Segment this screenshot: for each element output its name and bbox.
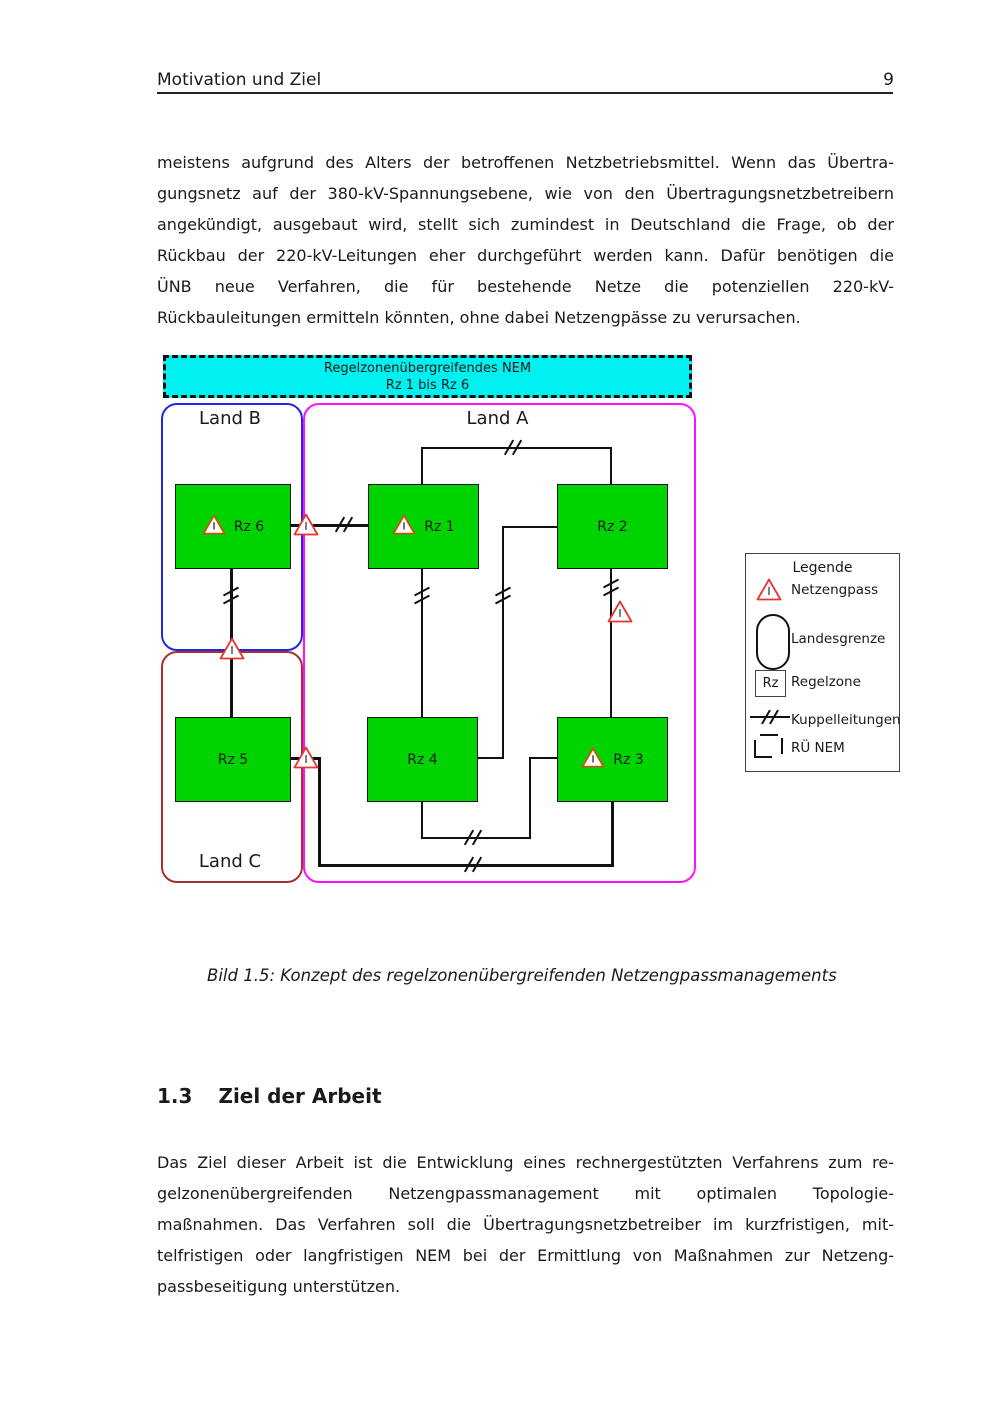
- kuppelleitung-icon: [411, 586, 433, 606]
- connection-line-rz1-top: [421, 448, 423, 485]
- nem-banner: [163, 355, 692, 398]
- connection-line-rz3-left: [529, 757, 558, 759]
- kuppelleitung-icon: [462, 855, 484, 875]
- land-a-label: Land A: [466, 408, 529, 429]
- kuppelleitungen-icon: [750, 707, 790, 727]
- zone-label: Rz 3: [613, 751, 644, 768]
- text-line: Das Ziel dieser Arbeit ist die Entwicklung eines rechnergestützten Verfahrens zum re-: [157, 1153, 894, 1172]
- zone-label: Rz 5: [217, 751, 249, 768]
- connection-line-rz2-rz4: [502, 526, 504, 759]
- kuppelleitung-icon: [600, 578, 622, 598]
- zone-label: Rz 6: [233, 518, 265, 535]
- nem-banner-line-1: Regelzonenübergreifendes NEM: [323, 360, 532, 376]
- paragraph-2: [157, 1147, 894, 1302]
- section-number: 1.3: [157, 1084, 193, 1108]
- section-title: Ziel der Arbeit: [218, 1084, 382, 1108]
- regelzone-icon-text: Rz: [762, 676, 779, 691]
- paragraph-1: [157, 147, 894, 333]
- legend-title: Legende: [792, 560, 853, 576]
- land-c-label: Land C: [198, 851, 262, 872]
- land-b-label: Land B: [199, 408, 261, 429]
- legend: [745, 553, 900, 772]
- connection-line-rz2-left: [502, 526, 558, 528]
- section-heading: [157, 1084, 382, 1108]
- zone-box-rz4: [367, 717, 478, 802]
- netzengpass-triangle-icon: [202, 514, 226, 539]
- text-line: gungsnetz auf der 380-kV-Spannungsebene, wie von den Übertragungsnetzbetreibern: [157, 184, 894, 203]
- connection-line-rz3-left-up: [529, 757, 531, 839]
- netzengpass-triangle-icon: [581, 747, 605, 772]
- regelzone-icon: [755, 670, 786, 697]
- zone-box-rz3: [557, 717, 668, 802]
- netzengpass-triangle-icon: [392, 514, 416, 539]
- netzengpass-triangle-icon: [607, 600, 633, 623]
- zone-box-rz2: [557, 484, 668, 569]
- header-rule: [157, 92, 893, 94]
- text-line: ÜNB neue Verfahren, die für bestehende Netze die potenziellen 220-kV-: [157, 277, 894, 296]
- legend-item-label: Regelzone: [791, 674, 861, 690]
- legend-item-label: Kuppelleitungen: [791, 712, 901, 728]
- kuppelleitung-icon: [333, 515, 355, 535]
- figure-caption: Bild 1.5: Konzept des regelzonenübergreifenden Netzengpassmanagements: [207, 966, 837, 985]
- kuppelleitung-icon: [492, 586, 514, 606]
- legend-item-label: RÜ NEM: [791, 740, 845, 756]
- text-line: gelzonenübergreifenden Netzengpassmanagement mit optimalen Topologie-: [157, 1184, 894, 1203]
- header-title: Motivation und Ziel: [157, 70, 322, 90]
- text-line: maßnahmen. Das Verfahren soll die Übertragungsnetzbetreiber im kurzfristigen, mit-: [157, 1215, 894, 1234]
- zone-label: Rz 2: [597, 518, 628, 535]
- zone-label: Rz 1: [424, 518, 455, 535]
- kuppelleitung-icon: [502, 438, 524, 458]
- nem-banner-line-2: Rz 1 bis Rz 6: [385, 377, 470, 393]
- kuppelleitung-icon: [220, 586, 242, 606]
- text-line: meistens aufgrund des Alters der betroffenen Netzbetriebsmittel. Wenn das Übertra-: [157, 153, 894, 172]
- text-line: Rückbauleitungen ermitteln könnten, ohne dabei Netzengpässe zu verursachen.: [157, 308, 801, 327]
- kuppelleitung-icon: [462, 828, 484, 848]
- zone-box-rz1: [368, 484, 479, 569]
- connection-line-rz4-down: [421, 800, 423, 839]
- netzengpass-triangle-icon: [293, 746, 319, 769]
- zone-label: Rz 4: [407, 751, 438, 768]
- connection-line-rz3-bottom: [611, 800, 614, 867]
- netzengpass-icon: [756, 578, 782, 605]
- header-page-number: 9: [883, 70, 894, 90]
- text-line: Rückbau der 220-kV-Leitungen eher durchgeführt werden kann. Dafür benötigen die: [157, 246, 894, 265]
- text-line: passbeseitigung unterstützen.: [157, 1277, 401, 1296]
- text-line: telfristigen oder langfristigen NEM bei der Ermittlung von Maßnahmen zur Netzeng-: [157, 1246, 894, 1265]
- zone-box-rz6: [175, 484, 291, 569]
- connection-line-rz5-down: [318, 757, 321, 867]
- netzengpass-triangle-icon: [293, 513, 319, 536]
- land-a-region: [303, 403, 696, 883]
- connection-line-rz4-right: [477, 757, 504, 759]
- landesgrenze-icon: [756, 614, 790, 670]
- netzengpass-triangle-icon: [219, 637, 245, 660]
- connection-line-rz2-top: [610, 447, 612, 485]
- legend-item-label: Landesgrenze: [791, 631, 886, 647]
- legend-item-label: Netzengpass: [791, 582, 879, 598]
- text-line: angekündigt, ausgebaut wird, stellt sich zumindest in Deutschland die Frage, ob der: [157, 215, 894, 234]
- rue-nem-icon: [754, 734, 788, 760]
- zone-box-rz5: [175, 717, 291, 802]
